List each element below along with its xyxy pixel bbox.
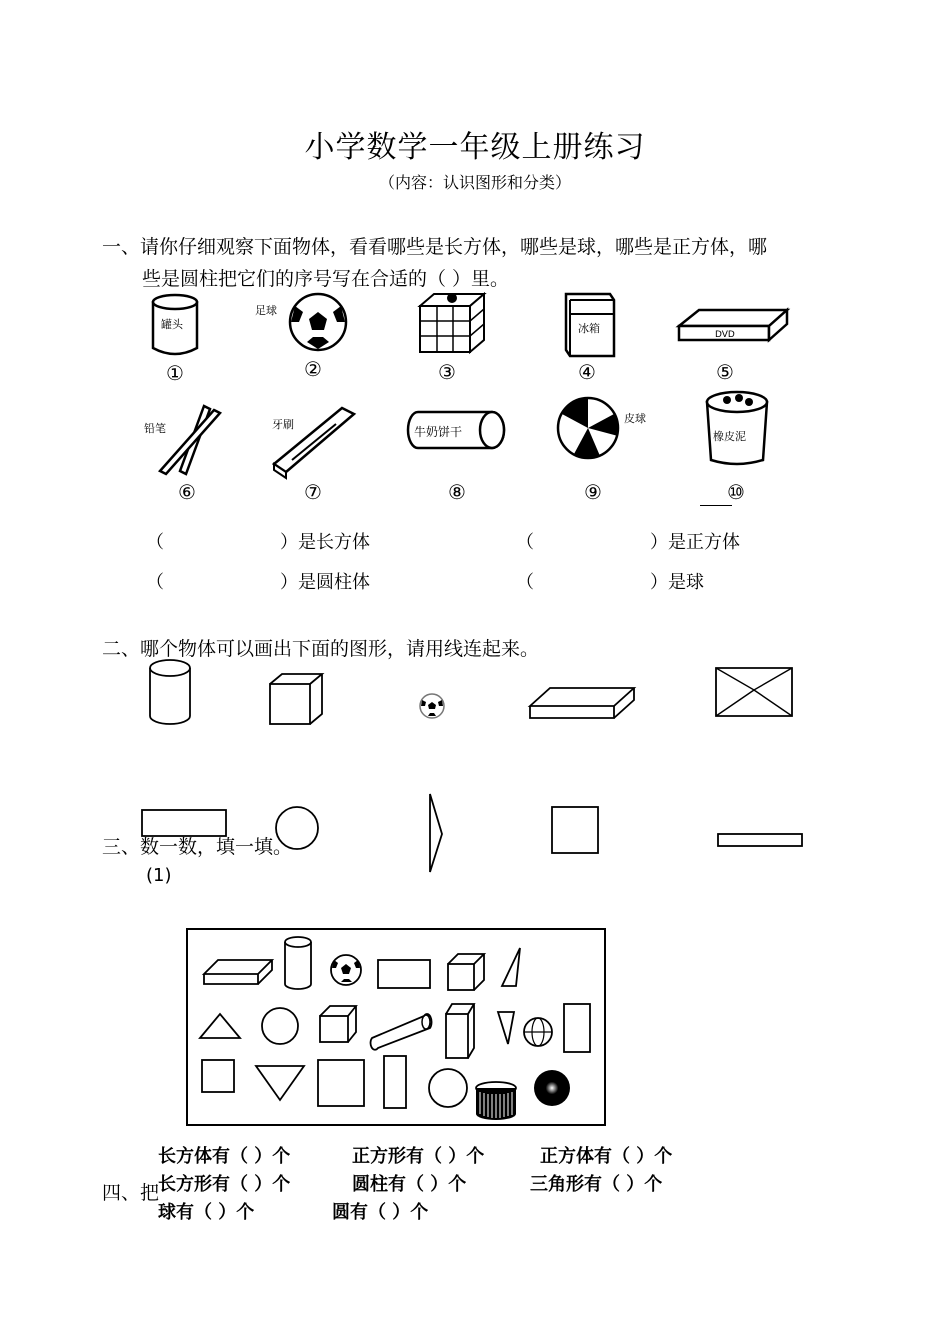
- count-cuboid[interactable]: 长方体有（ ）个: [158, 1146, 291, 1167]
- pencils-icon: [144, 400, 224, 478]
- ball-icon[interactable]: [418, 692, 446, 720]
- pencils-label: 铅笔: [144, 422, 166, 435]
- object-number-9: ⑨: [584, 480, 602, 504]
- flat-cuboid-icon[interactable]: [528, 686, 638, 722]
- page-subtitle: （内容：认识图形和分类）: [378, 173, 571, 192]
- count-square[interactable]: 正方形有（ ）个: [352, 1146, 485, 1167]
- fridge-icon: [562, 290, 618, 360]
- toothbrush-box-icon: [270, 404, 360, 476]
- thin-rectangle-shape[interactable]: [716, 832, 804, 848]
- can-icon: [145, 290, 205, 365]
- count-sphere[interactable]: 球有（ ）个: [158, 1202, 255, 1223]
- can-label: 罐头: [161, 318, 183, 331]
- square-shape[interactable]: [550, 805, 600, 855]
- q3-text: 三、数一数，填一填。: [102, 836, 293, 858]
- count-triangle[interactable]: 三角形有（ ）个: [530, 1174, 663, 1195]
- object-number-5: ⑤: [716, 360, 734, 384]
- object-number-6: ⑥: [178, 480, 196, 504]
- q1-text-line2: 些是圆柱把它们的序号写在合适的（ ）里。: [142, 268, 510, 290]
- ball-label: 皮球: [624, 412, 646, 425]
- q3-sub-label: (1): [146, 865, 172, 886]
- answer-open-1: （: [146, 532, 164, 553]
- count-circle[interactable]: 圆有（ ）个: [332, 1202, 429, 1223]
- answer-open-3: （: [146, 572, 164, 593]
- plasticine-label: 橡皮泥: [713, 430, 746, 443]
- cube-icon[interactable]: [268, 672, 328, 726]
- object-number-2: ②: [304, 357, 322, 381]
- answer-cylinder[interactable]: ）是圆柱体: [280, 572, 370, 593]
- object-number-8: ⑧: [448, 480, 466, 504]
- answer-open-4: （: [516, 572, 534, 593]
- count-cylinder[interactable]: 圆柱有（ ）个: [352, 1174, 467, 1195]
- object-number-4: ④: [578, 360, 596, 384]
- q4-text: 四、把: [102, 1182, 160, 1204]
- rubik-cube-icon: [418, 292, 486, 354]
- object-number-10: ⑩: [727, 480, 745, 504]
- football-label: 足球: [255, 304, 277, 317]
- toothbrush-label: 牙刷: [272, 418, 294, 431]
- q2-text: 二、哪个物体可以画出下面的图形，请用线连起来。: [102, 638, 540, 660]
- object-number-7: ⑦: [304, 480, 322, 504]
- dvd-label: DVD: [715, 330, 735, 340]
- count-rectangle[interactable]: 长方形有（ ）个: [158, 1174, 291, 1195]
- page-title: 小学数学一年级上册练习: [304, 130, 646, 165]
- cylinder-icon[interactable]: [148, 658, 196, 728]
- biscuit-label: 牛奶饼干: [414, 425, 463, 439]
- count-cube[interactable]: 正方体有（ ）个: [540, 1146, 673, 1167]
- decorative-line: [700, 505, 732, 506]
- object-number-1: ①: [166, 361, 184, 385]
- biscuit-roll-icon: [408, 408, 508, 452]
- triangular-prism-icon[interactable]: [712, 664, 798, 720]
- fridge-label: 冰箱: [578, 322, 600, 335]
- plasticine-tub-icon: [703, 388, 771, 468]
- answer-cube[interactable]: ）是正方体: [650, 532, 740, 553]
- answer-cuboid[interactable]: ）是长方体: [280, 532, 370, 553]
- shapes-picture-box: [186, 928, 606, 1126]
- answer-sphere[interactable]: ）是球: [650, 572, 704, 593]
- beach-ball-icon: [556, 396, 646, 462]
- object-number-3: ③: [438, 360, 456, 384]
- dvd-player-icon: [677, 304, 792, 344]
- triangle-shape[interactable]: [424, 792, 446, 874]
- q1-text-line1: 一、请你仔细观察下面物体，看看哪些是长方体，哪些是球，哪些是正方体，哪: [102, 236, 768, 258]
- answer-open-2: （: [516, 532, 534, 553]
- football-icon: [255, 292, 355, 352]
